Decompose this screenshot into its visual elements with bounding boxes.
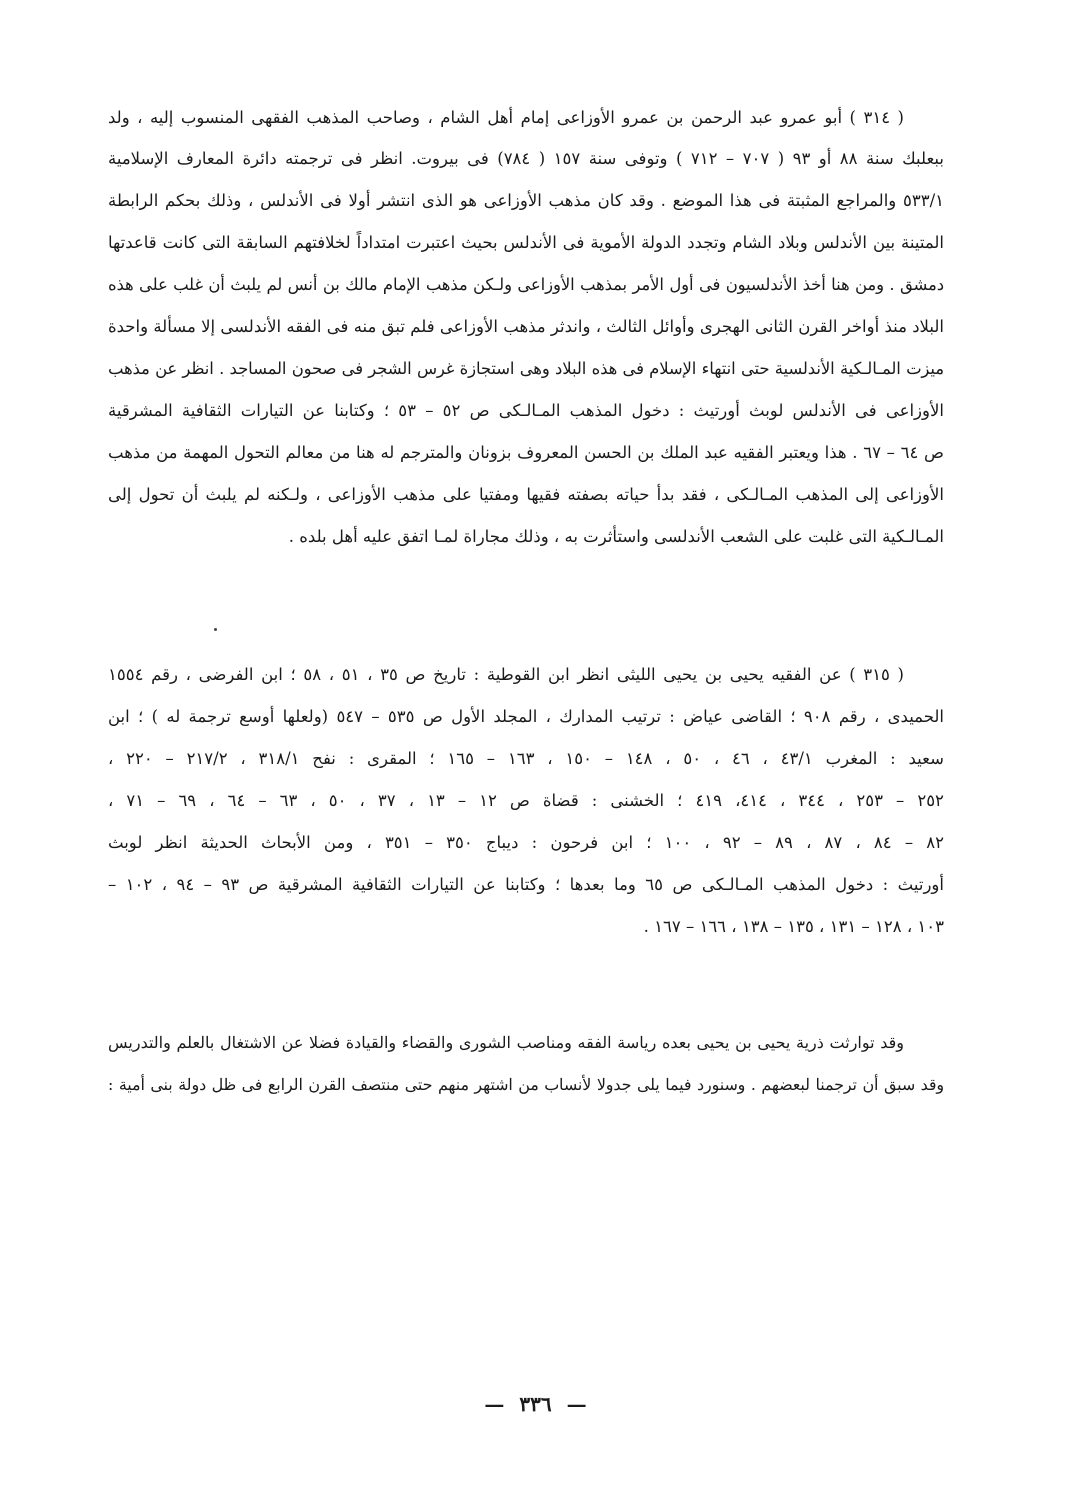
footnote-315-line: ٨٢ – ٨٤ ، ٨٧ ، ٨٩ – ٩٢ ، ١٠٠ ؛ ابن فرحون : ديباج ٣٥٠ – ٣٥١ ، ومن الأبحاث الحديثة انظر لوبث [108, 833, 944, 852]
page-number [0, 1390, 1071, 1418]
footnote-314-line: دمشق . ومن هنا أخذ الأندلسيون فى أول الأمر بمذهب الأوزاعى ولـكن مذهب الإمام مالك بن أنس لم يلبث أن غلب على هذه [108, 275, 944, 294]
footnote-315-line: سعيد : المغرب ٤٣/١ ، ٤٦ ، ٥٠ ، ١٤٨ – ١٥٠ ، ١٦٣ – ١٦٥ ؛ المقرى : نفح ٣١٨/١ ، ٢١٧/٢ – ٢٢٠ ، [108, 749, 944, 768]
footnote-314-line: ببعلبك سنة ٨٨ أو ٩٣ ( ٧٠٧ – ٧١٢ ) وتوفى سنة ١٥٧ ( ٧٨٤) فى بيروت. انظر فى ترجمته دائرة المعارف الإسلامية [108, 149, 944, 168]
footnote-314-line: الأوزاعى فى الأندلس لوبث أورتيث : دخول المذهب المـالـكى ص ٥٢ – ٥٣ ؛ وكتابنا عن التيارات الثقافية المشرقية [108, 401, 944, 420]
footnote-315-line: الحميدى ، رقم ٩٠٨ ؛ القاضى عياض : ترتيب المدارك ، المجلد الأول ص ٥٣٥ – ٥٤٧ (ولعلها أوسع ترجمة له ) ؛ ابن [108, 707, 944, 726]
footnote-314-line: ميزت المـالـكية الأندلسية حتى انتهاء الإسلام فى هذه البلاد وهى استجازة غرس الشجر فى صحون المساجد . انظر عن مذهب [108, 359, 944, 378]
page-number-dash: — [566, 1392, 587, 1416]
footnote-314-line: البلاد منذ أواخر القرن الثانى الهجرى وأوائل الثالث ، واندثر مذهب الأوزاعى فلم تبق منه فى الفقه الأندلسى إلا مسألة واحدة [108, 317, 944, 336]
footnote-314-line: ٥٣٣/١ والمراجع المثبتة فى هذا الموضع . وقد كان مذهب الأوزاعى هو الذى انتشر أولا فى الأندلس ، وذلك بحكم الرابطة [108, 191, 944, 210]
closing-paragraph-line: وقد توارثت ذرية يحيى بن يحيى بعده رياسة الفقه ومناصب الشورى والقضاء والقيادة فضلا عن الاشتغال بالعلم والتدريس [108, 1033, 905, 1052]
footnote-315-line: ١٠٣ ، ١٢٨ – ١٣١ ، ١٣٥ – ١٣٨ ، ١٦٦ – ١٦٧ . [643, 917, 944, 936]
footnote-314-line: الأوزاعى إلى المذهب المـالـكى ، فقد بدأ حياته بصفته فقيها ومفتيا على مذهب الأوزاعى ، ولـكنه لم يلبث أن تحول إلى [108, 485, 944, 504]
footnote-314-line: المـالـكية التى غلبت على الشعب الأندلسى واستأثرت به ، وذلك مجاراة لمـا اتفق عليه أهل بلده . [288, 527, 944, 546]
footnote-315-line: ( ٣١٥ ) عن الفقيه يحيى بن يحيى الليثى انظر ابن القوطية : تاريخ ص ٣٥ ، ٥١ ، ٥٨ ؛ ابن الفرضى ، رقم ١٥٥٤ [108, 665, 904, 684]
footnote-315-line: ٢٥٢ – ٢٥٣ ، ٣٤٤ ، ٤١٤، ٤١٩ ؛ الخشنى : قضاة ص ١٢ – ١٣ ، ٣٧ ، ٥٠ ، ٦٣ – ٦٤ ، ٦٩ – ٧١ ، [108, 791, 944, 810]
page-number-value: ٣٣٦ [519, 1392, 552, 1416]
footnote-314-line: ص ٦٤ – ٦٧ . هذا ويعتبر الفقيه عبد الملك بن الحسن المعروف بزونان والمترجم له هنا من معالم التحول المهمة من مذهب [108, 443, 944, 462]
print-speck [214, 628, 217, 631]
footnote-314-line: ( ٣١٤ ) أبو عمرو عبد الرحمن بن عمرو الأوزاعى إمام أهل الشام ، وصاحب المذهب الفقهى المنسوب إليه ، ولد [108, 108, 904, 127]
footnote-314-line: المتينة بين الأندلس وبلاد الشام وتجدد الدولة الأموية فى الأندلس بحيث اعتبرت امتداداً لخلافتهم السابقة التى كانت قاعدتها [108, 233, 944, 252]
footnote-315-line: أورتيث : دخول المذهب المـالـكى ص ٦٥ وما بعدها ؛ وكتابنا عن التيارات الثقافية المشرقية ص ٩٣ – ٩٤ ، ١٠٢ – [108, 875, 944, 894]
closing-paragraph-line: وقد سبق أن ترجمنا لبعضهم . وسنورد فيما يلى جدولا لأنساب من اشتهر منهم حتى منتصف القرن الرابع فى ظل دولة بنى أمية : [108, 1075, 944, 1094]
page-number-dash: — [484, 1392, 505, 1416]
